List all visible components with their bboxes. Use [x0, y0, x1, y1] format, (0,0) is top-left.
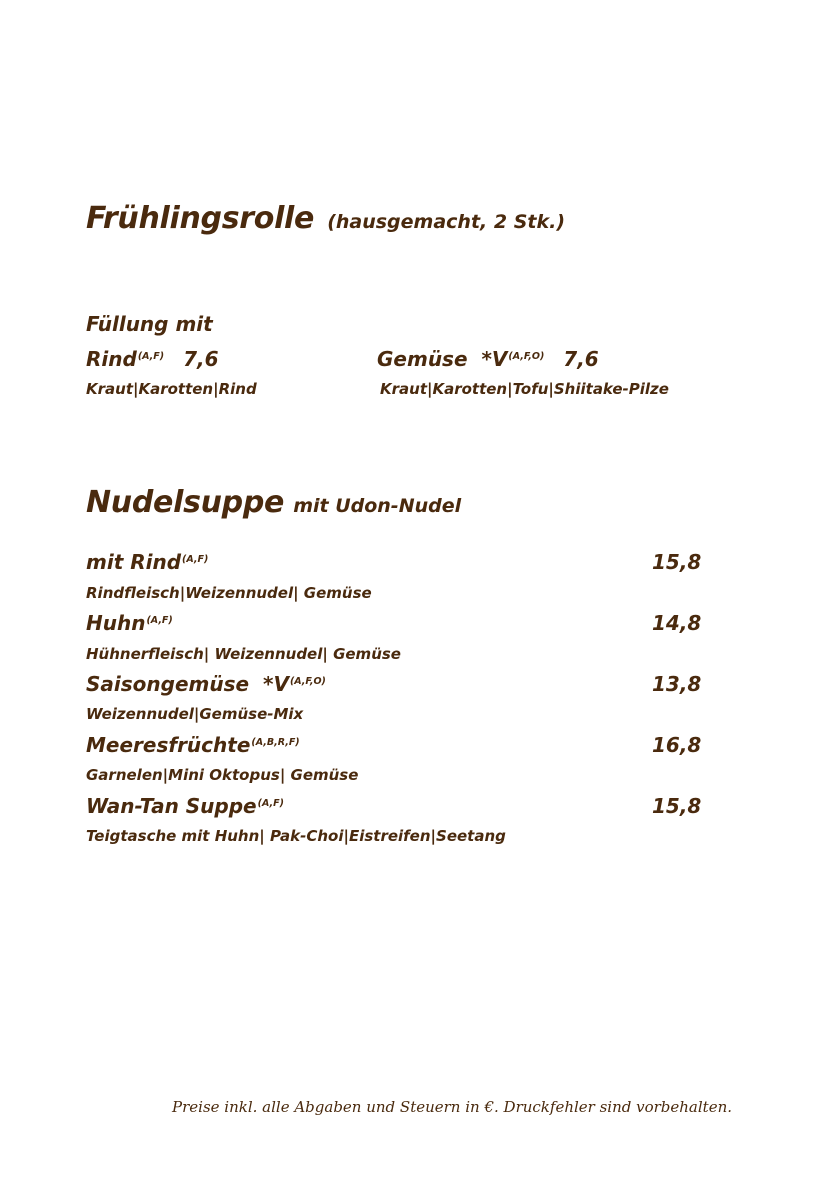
item-description: Teigtasche mit Huhn| Pak-Choi|Eistreifen|Seetang	[86, 827, 506, 845]
section-subtitle: mit Udon-Nudel	[293, 495, 462, 517]
section-nudelsuppe-heading	[86, 485, 461, 520]
item-description: Kraut|Karotten|Tofu|Shiitake-Pilze	[380, 380, 669, 398]
section-title: Frühlingsrolle	[86, 201, 315, 236]
menu-item-name	[86, 672, 326, 696]
allergen-label: (A,F)	[182, 554, 209, 565]
item-price: 15,8	[652, 794, 702, 818]
menu-item-name	[86, 733, 300, 757]
item-name: Saisongemüse *V	[86, 672, 289, 696]
allergen-label: (A,F,O)	[508, 351, 545, 362]
section-title: Nudelsuppe	[86, 485, 285, 520]
item-name: Wan-Tan Suppe	[86, 794, 257, 818]
menu-item-name	[86, 794, 284, 818]
item-description: Weizennudel|Gemüse-Mix	[86, 705, 304, 723]
allergen-label: (A,F,O)	[289, 676, 326, 687]
item-price: 15,8	[652, 550, 702, 574]
menu-item-name	[86, 550, 208, 574]
allergen-label: (A,B,R,F)	[251, 737, 300, 748]
item-price: 7,6	[563, 347, 599, 371]
filling-intro: Füllung mit	[86, 312, 213, 336]
allergen-label: (A,F)	[137, 351, 165, 362]
item-price: 14,8	[652, 611, 702, 635]
item-price: 16,8	[652, 733, 702, 757]
item-name: mit Rind	[86, 550, 182, 574]
item-name: Rind	[86, 347, 137, 371]
section-subtitle: (hausgemacht, 2 Stk.)	[327, 211, 566, 233]
menu-item-name	[86, 611, 173, 635]
item-name: Gemüse *V	[377, 347, 508, 371]
item-description: Kraut|Karotten|Rind	[86, 380, 257, 398]
section-fruehlingsrolle-heading	[86, 201, 565, 236]
item-name: Huhn	[86, 611, 146, 635]
allergen-label: (A,F)	[146, 615, 173, 626]
item-name: Meeresfrüchte	[86, 733, 251, 757]
item-price: 7,6	[183, 347, 219, 371]
footer-note: Preise inkl. alle Abgaben und Steuern in €. Druckfehler sind vorbehalten.	[172, 1098, 733, 1116]
item-price: 13,8	[652, 672, 702, 696]
menu-item-name	[86, 347, 219, 371]
item-description: Hühnerfleisch| Weizennudel| Gemüse	[86, 645, 401, 663]
allergen-label: (A,F)	[257, 798, 284, 809]
item-description: Garnelen|Mini Oktopus| Gemüse	[86, 766, 359, 784]
item-description: Rindfleisch|Weizennudel| Gemüse	[86, 584, 372, 602]
menu-item-name	[377, 347, 599, 371]
